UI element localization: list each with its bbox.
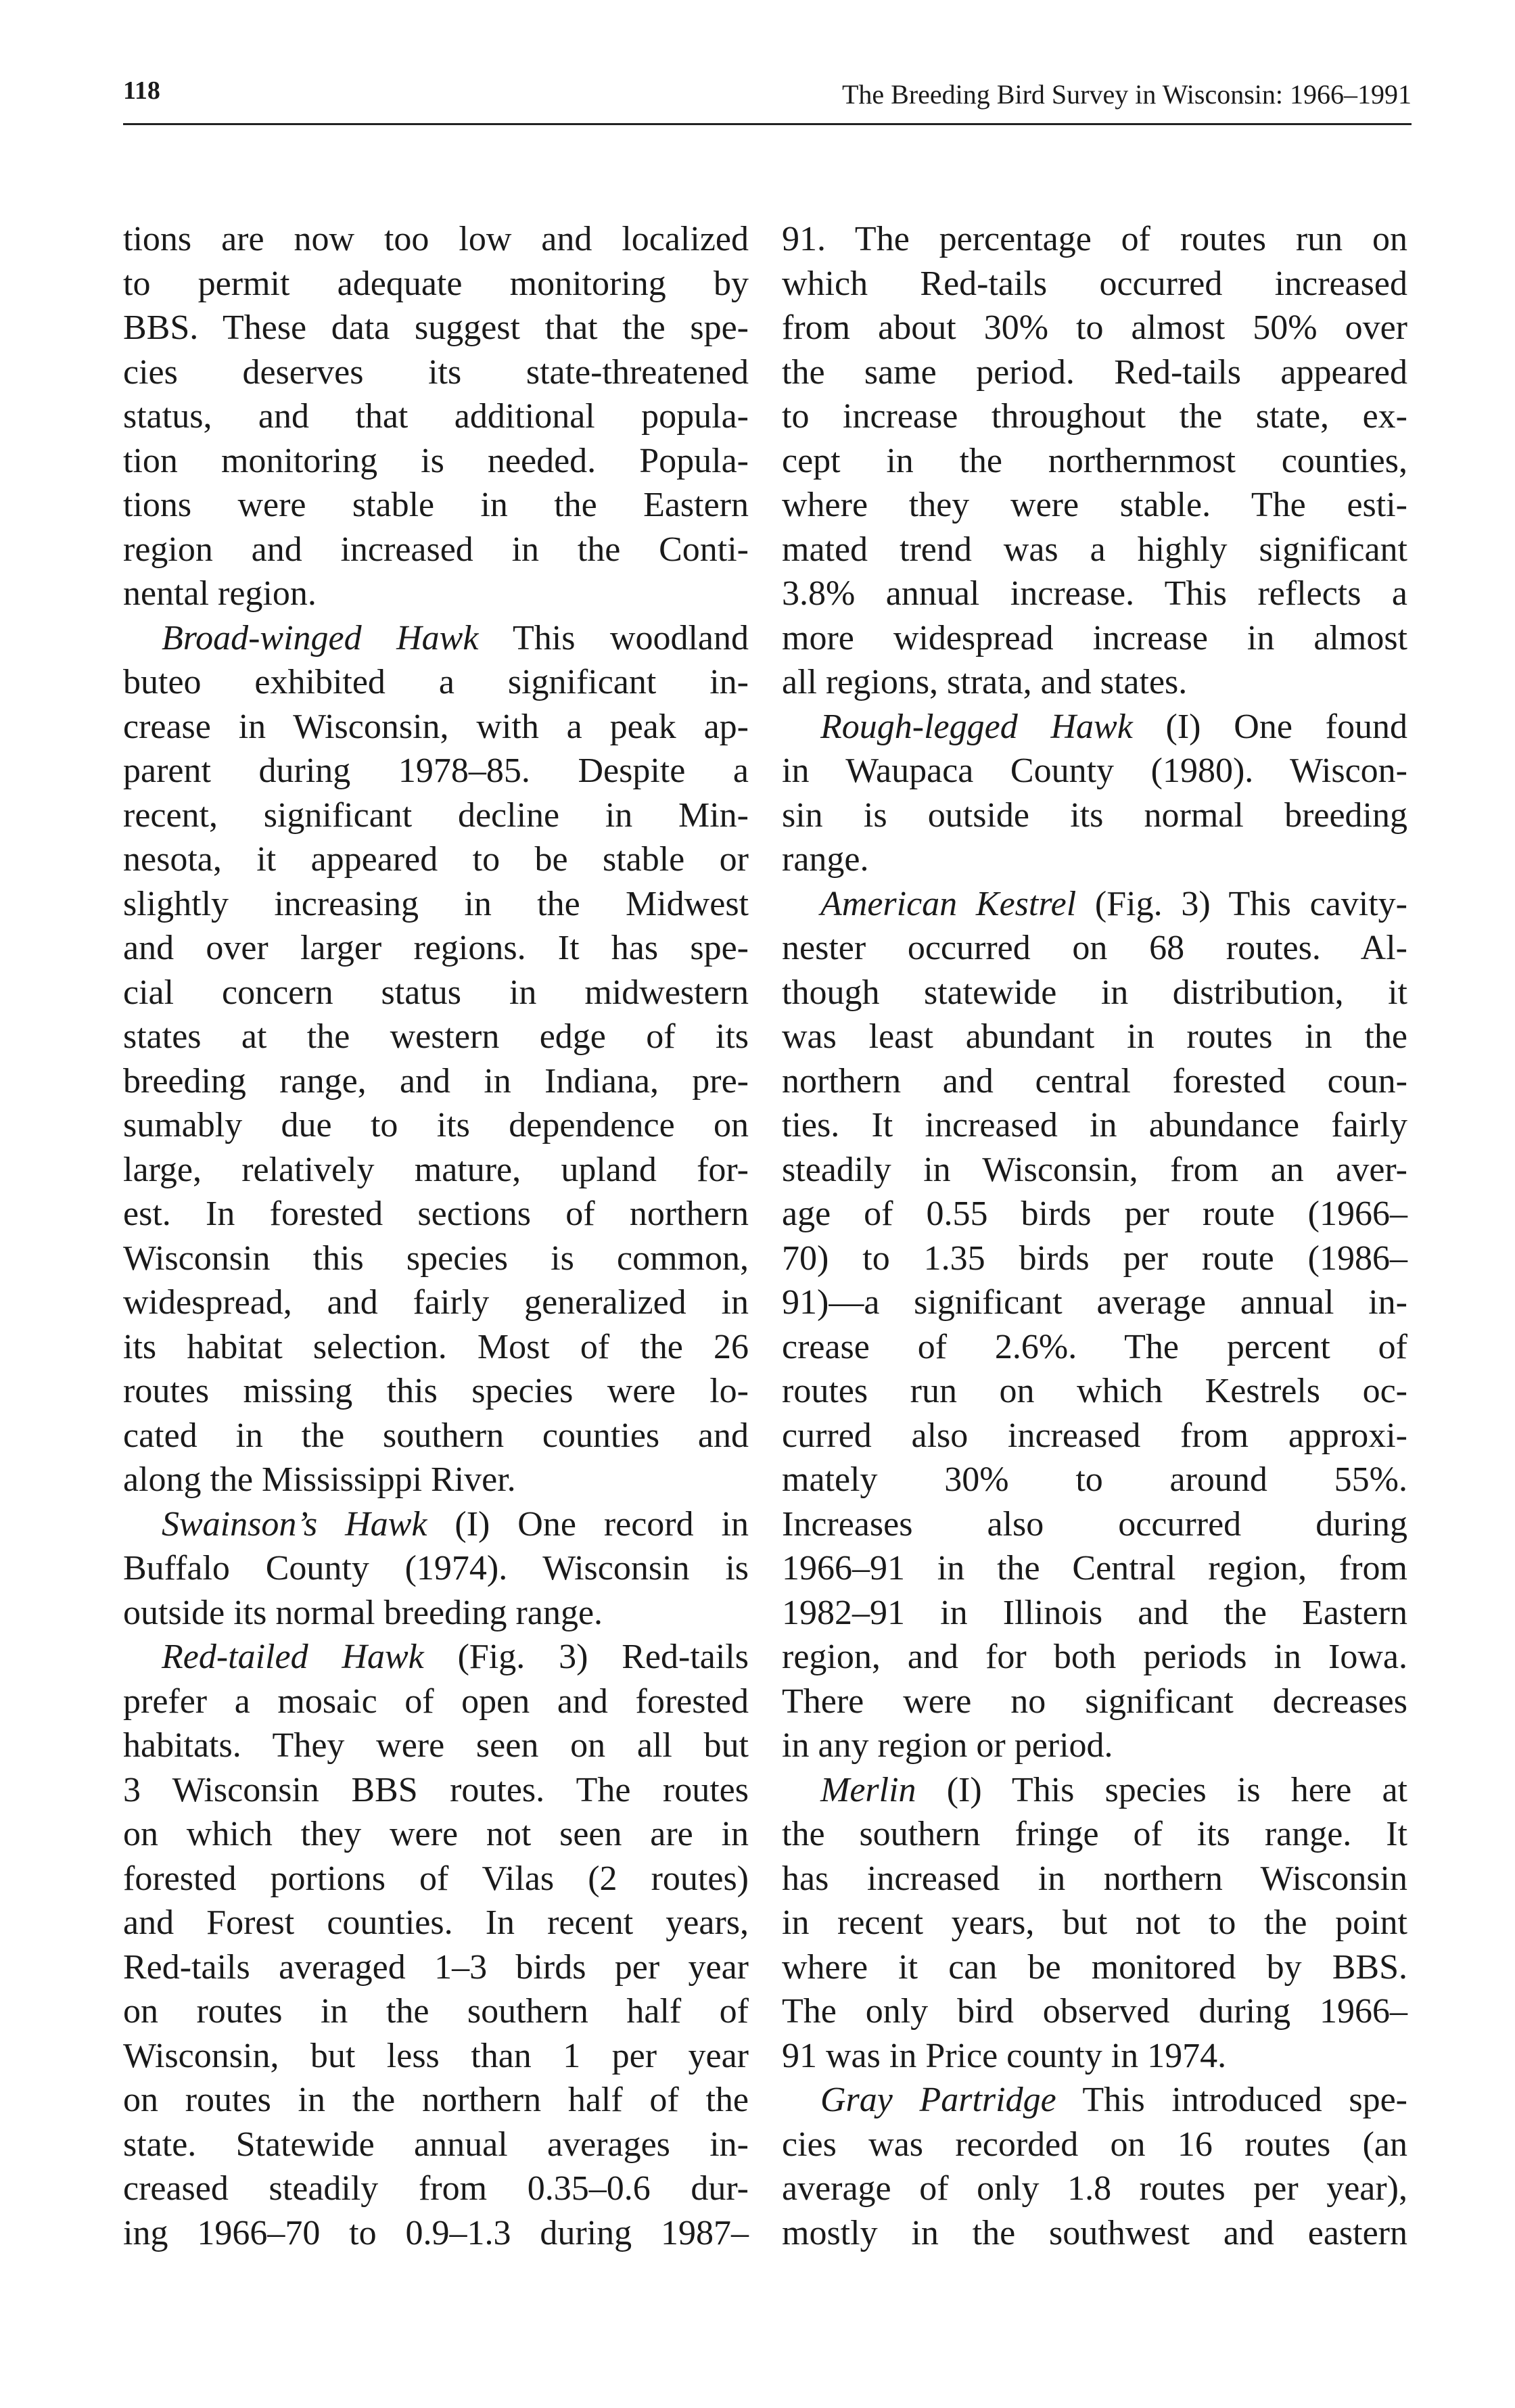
text-run: (I) One record in <box>427 1504 749 1544</box>
text-line: which Red-tails occurred increased <box>782 264 1407 303</box>
text-line: from about 30% to almost 50% over <box>782 308 1407 347</box>
text-line: ties. It increased in abundance fairly <box>782 1106 1407 1144</box>
text-line: ing 1966–70 to 0.9–1.3 during 1987– <box>123 2213 749 2252</box>
text-line: routes run on which Kestrels oc- <box>782 1372 1407 1410</box>
text-line: where it can be monitored by BBS. <box>782 1947 1407 1987</box>
text-line: age of 0.55 birds per route (1966– <box>782 1195 1407 1233</box>
text-line: mated trend was a highly significant <box>782 530 1407 569</box>
left-column <box>123 217 749 2255</box>
text-run: (Fig. 3) This cavity- <box>1076 884 1407 923</box>
text-line: and Forest counties. In recent years, <box>123 1903 749 1942</box>
text-line: 3.8% annual increase. This reflects a <box>782 574 1407 613</box>
species-name: American Kestrel <box>820 884 1077 923</box>
paragraph-merlin <box>782 1768 1407 2079</box>
species-name: Swainson’s Hawk <box>162 1504 427 1544</box>
text-line: crease of 2.6%. The percent of <box>782 1327 1407 1366</box>
text-line: habitats. They were seen on all but <box>123 1726 749 1765</box>
species-name: Rough-legged Hawk <box>820 707 1133 746</box>
text-line: 91. The percentage of routes run on <box>782 220 1407 258</box>
text-line: has increased in northern Wisconsin <box>782 1859 1407 1898</box>
text-line: 3 Wisconsin BBS routes. The routes <box>123 1770 749 1809</box>
text-line: cial concern status in midwestern <box>123 973 749 1012</box>
text-line: Wisconsin, but less than 1 per year <box>123 2036 749 2075</box>
text-line: range. <box>782 840 869 879</box>
text-line: was least abundant in routes in the <box>782 1017 1407 1056</box>
text-line: outside its normal breeding range. <box>123 1593 603 1632</box>
paragraph-red-tailed-hawk <box>123 1635 749 2255</box>
text-line: forested portions of Vilas (2 routes) <box>123 1859 749 1898</box>
text-line: on which they were not seen are in <box>123 1815 749 1853</box>
text-line: the southern fringe of its range. It <box>782 1815 1407 1853</box>
text-line: BBS. These data suggest that the spe- <box>123 308 749 347</box>
text-line: sumably due to its dependence on <box>123 1106 749 1144</box>
text-line: slightly increasing in the Midwest <box>123 884 749 923</box>
text-line: steadily in Wisconsin, from an aver- <box>782 1150 1407 1189</box>
text-line: widespread, and fairly generalized in <box>123 1283 749 1322</box>
text-line: tions were stable in the Eastern <box>123 486 749 524</box>
running-title: The Breeding Bird Survey in Wisconsin: 1966–1991 <box>841 79 1412 110</box>
text-line: crease in Wisconsin, with a peak ap- <box>123 707 749 746</box>
text-line: in Waupaca County (1980). Wiscon- <box>782 751 1407 790</box>
text-line: sin is outside its normal breeding <box>782 795 1407 835</box>
text-line: on routes in the northern half of the <box>123 2081 749 2119</box>
text-line: the same period. Red-tails appeared <box>782 352 1407 392</box>
paragraph-red-tailed-hawk-continued <box>782 217 1407 705</box>
text-line: mately 30% to around 55%. <box>782 1460 1407 1499</box>
text-line <box>123 1635 749 1680</box>
text-line: There were no significant decreases <box>782 1682 1407 1721</box>
text-line: states at the western edge of its <box>123 1017 749 1056</box>
paragraph-intro-continuation <box>123 217 749 616</box>
text-line: mostly in the southwest and eastern <box>782 2213 1407 2252</box>
species-name: Broad-winged Hawk <box>162 618 479 657</box>
text-line: cept in the northernmost counties, <box>782 441 1407 480</box>
text-run: This woodland <box>478 618 749 657</box>
text-line: tion monitoring is needed. Popula- <box>123 441 749 480</box>
text-line: cies deserves its state-threatened <box>123 352 749 392</box>
text-line: recent, significant decline in Min- <box>123 795 749 835</box>
paragraph-swainsons-hawk <box>123 1502 749 1636</box>
text-line <box>782 882 1407 927</box>
text-line: all regions, strata, and states. <box>782 663 1188 701</box>
running-header <box>123 70 1412 125</box>
text-line: 1966–91 in the Central region, from <box>782 1549 1407 1588</box>
text-line: nesota, it appeared to be stable or <box>123 840 749 879</box>
text-line: its habitat selection. Most of the 26 <box>123 1327 749 1366</box>
right-column <box>782 217 1407 2255</box>
text-line: to permit adequate monitoring by <box>123 264 749 303</box>
text-line: Wisconsin this species is common, <box>123 1238 749 1278</box>
species-name: Gray Partridge <box>820 2081 1056 2119</box>
text-line: nester occurred on 68 routes. Al- <box>782 929 1407 967</box>
text-line: region and increased in the Conti- <box>123 530 749 569</box>
text-line <box>782 1768 1407 1813</box>
text-run: (Fig. 3) Red-tails <box>423 1638 749 1676</box>
paragraph-american-kestrel <box>782 882 1407 1768</box>
text-line <box>782 2078 1407 2123</box>
text-line: region, and for both periods in Iowa. <box>782 1638 1407 1676</box>
text-line: status, and that additional popula- <box>123 397 749 436</box>
text-line <box>782 705 1407 749</box>
text-run: This introduced spe- <box>1056 2081 1407 2119</box>
text-line: est. In forested sections of northern <box>123 1195 749 1233</box>
text-line: 70) to 1.35 birds per route (1986– <box>782 1238 1407 1278</box>
text-run: (I) One found <box>1132 707 1407 746</box>
text-line: where they were stable. The esti- <box>782 486 1407 524</box>
text-line: parent during 1978–85. Despite a <box>123 751 749 790</box>
text-line: average of only 1.8 routes per year), <box>782 2169 1407 2208</box>
text-line: Red-tails averaged 1–3 birds per year <box>123 1947 749 1987</box>
text-line <box>123 616 749 661</box>
text-line: tions are now too low and localized <box>123 220 749 258</box>
text-line: breeding range, and in Indiana, pre- <box>123 1061 749 1101</box>
text-line: The only bird observed during 1966– <box>782 1992 1407 2031</box>
text-line: large, relatively mature, upland for- <box>123 1150 749 1189</box>
paragraph-broad-winged-hawk <box>123 616 749 1502</box>
text-line: cated in the southern counties and <box>123 1416 749 1455</box>
text-line: creased steadily from 0.35–0.6 dur- <box>123 2169 749 2208</box>
text-line: routes missing this species were lo- <box>123 1372 749 1410</box>
text-line: northern and central forested coun- <box>782 1061 1407 1101</box>
text-line: 91)—a significant average annual in- <box>782 1283 1407 1322</box>
text-line: to increase throughout the state, ex- <box>782 397 1407 436</box>
paragraph-gray-partridge <box>782 2078 1407 2255</box>
text-line: buteo exhibited a significant in- <box>123 663 749 701</box>
text-line: Increases also occurred during <box>782 1504 1407 1544</box>
text-line: prefer a mosaic of open and forested <box>123 1682 749 1721</box>
text-line: and over larger regions. It has spe- <box>123 929 749 967</box>
text-line: curred also increased from approxi- <box>782 1416 1407 1455</box>
species-name: Red-tailed Hawk <box>162 1638 424 1676</box>
text-run: (I) This species is here at <box>916 1770 1407 1809</box>
text-line: along the Mississippi River. <box>123 1460 516 1499</box>
page-number: 118 <box>123 76 160 105</box>
paragraph-rough-legged-hawk <box>782 705 1407 882</box>
text-line: nental region. <box>123 574 317 613</box>
text-line: in recent years, but not to the point <box>782 1903 1407 1942</box>
text-line: cies was recorded on 16 routes (an <box>782 2125 1407 2164</box>
species-name: Merlin <box>820 1770 916 1809</box>
text-line: in any region or period. <box>782 1726 1113 1765</box>
text-line: on routes in the southern half of <box>123 1992 749 2031</box>
text-line: more widespread increase in almost <box>782 618 1407 657</box>
text-line: Buffalo County (1974). Wisconsin is <box>123 1549 749 1588</box>
text-line: 1982–91 in Illinois and the Eastern <box>782 1593 1407 1632</box>
text-line: 91 was in Price county in 1974. <box>782 2036 1227 2075</box>
text-line: though statewide in distribution, it <box>782 973 1407 1012</box>
text-line <box>123 1502 749 1547</box>
text-line: state. Statewide annual averages in- <box>123 2125 749 2164</box>
